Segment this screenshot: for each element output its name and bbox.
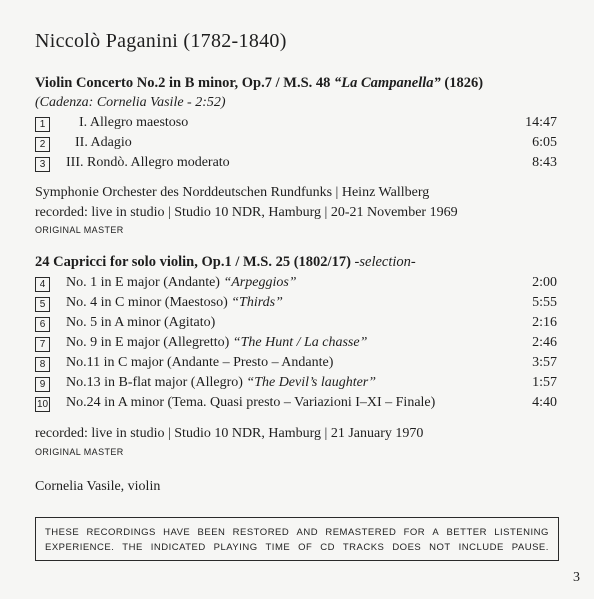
track-title-nickname: “The Devil’s laughter” [246, 375, 377, 390]
notice-word: THE [122, 542, 143, 553]
track-duration: 4:40 [532, 395, 557, 410]
track-title [66, 335, 367, 351]
track-row [35, 275, 557, 295]
track-title-text: No.11 in C major (Andante – Presto – Andante) [66, 355, 334, 370]
track-number: 8 [35, 357, 50, 372]
page-number: 3 [573, 570, 580, 585]
track-duration: 14:47 [525, 115, 557, 130]
track-number: 6 [35, 317, 50, 332]
notice-word: A [432, 527, 440, 538]
notice-word: EXPERIENCE. [45, 542, 115, 553]
track-number: 4 [35, 277, 50, 292]
track-number: 3 [35, 157, 50, 172]
track-title-nickname: “The Hunt / La chasse” [232, 335, 368, 350]
restoration-notice-box [35, 517, 559, 561]
notice-line-2 [45, 540, 549, 555]
notice-word: NOT [429, 542, 451, 553]
track-title [66, 355, 333, 371]
notice-word: THESE [45, 527, 80, 538]
track-title-text: No. 9 in E major (Allegretto) [66, 335, 233, 350]
track-number: 2 [35, 137, 50, 152]
track-title: III. Rondò. Allegro moderato [66, 155, 230, 170]
notice-word: REMASTERED [325, 527, 397, 538]
notice-word: DOES [392, 542, 422, 553]
track-row [35, 335, 557, 355]
track-title [66, 375, 376, 391]
track-title-text: No. 5 in A minor (Agitato) [66, 315, 216, 330]
track-row [35, 395, 557, 415]
notice-word: FOR [403, 527, 426, 538]
track-title [66, 275, 297, 291]
track-duration: 2:46 [532, 335, 557, 350]
work2-title-main: 24 Capricci for solo violin, Op.1 / M.S. 25 (1802/17) [35, 254, 355, 270]
track-row [35, 155, 557, 175]
work1-title-nickname: “La Campanella” [334, 75, 441, 91]
notice-word: PLAYING [213, 542, 258, 553]
notice-word: HAVE [163, 527, 191, 538]
notice-word: LISTENING [494, 527, 549, 538]
soloist-credit: Cornelia Vasile, violin [35, 479, 161, 494]
notice-word: TIME [265, 542, 291, 553]
work2-recorded: recorded: live in studio | Studio 10 NDR, Hamburg | 21 January 1970 [35, 426, 424, 441]
track-number: 7 [35, 337, 50, 352]
notice-word: INDICATED [150, 542, 206, 553]
work1-orchestra: Symphonie Orchester des Norddeutschen Rundfunks | Heinz Wallberg [35, 185, 430, 200]
notice-word: OF [298, 542, 313, 553]
track-duration: 6:05 [532, 135, 557, 150]
track-duration: 3:57 [532, 355, 557, 370]
track-duration: 8:43 [532, 155, 557, 170]
track-number: 9 [35, 377, 50, 392]
track-number: 1 [35, 117, 50, 132]
track-row [35, 355, 557, 375]
track-duration: 2:16 [532, 315, 557, 330]
notice-word: CD [320, 542, 335, 553]
notice-word: BEEN [197, 527, 226, 538]
work1-recorded: recorded: live in studio | Studio 10 NDR, Hamburg | 20-21 November 1969 [35, 205, 458, 220]
track-title: II. Adagio [75, 135, 132, 150]
work1-master-label: ORIGINAL MASTER [35, 225, 124, 235]
track-number: 10 [36, 399, 49, 410]
notice-word: RECORDINGS [86, 527, 156, 538]
track-title-text: No. 1 in E major (Andante) [66, 275, 224, 290]
track-title-nickname: “Thirds” [231, 295, 283, 310]
track-title-text: No.13 in B-flat major (Allegro) [66, 375, 247, 390]
notice-word: RESTORED [232, 527, 290, 538]
work1-title [35, 75, 483, 92]
track-title [66, 315, 215, 331]
notice-line-1 [45, 525, 549, 540]
notice-word: AND [296, 527, 319, 538]
work2-title [35, 254, 416, 271]
track-title-text: No.24 in A minor (Tema. Quasi presto – Variazioni I–XI – Finale) [66, 395, 436, 410]
track-title [66, 395, 435, 411]
track-duration: 2:00 [532, 275, 557, 290]
track-row [35, 135, 557, 155]
work1-cadenza: (Cadenza: Cornelia Vasile - 2:52) [35, 95, 226, 110]
track-title-text: No. 4 in C minor (Maestoso) [66, 295, 232, 310]
notice-word: BETTER [446, 527, 487, 538]
work1-title-main: Violin Concerto No.2 in B minor, Op.7 / M.S. 48 [35, 75, 335, 91]
notice-word: PAUSE. [511, 542, 549, 553]
track-row [35, 375, 557, 395]
work2-master-label: ORIGINAL MASTER [35, 447, 124, 457]
notice-word: INCLUDE [458, 542, 504, 553]
track-row [35, 315, 557, 335]
track-title: I. Allegro maestoso [79, 115, 189, 130]
composer-heading: Niccolò Paganini (1782-1840) [35, 30, 287, 52]
track-number: 5 [35, 297, 50, 312]
track-row [35, 295, 557, 315]
track-row [35, 115, 557, 135]
work2-title-selection: -selection- [354, 254, 416, 270]
track-title [66, 295, 283, 311]
work1-title-year: (1826) [440, 75, 484, 91]
track-duration: 1:57 [532, 375, 557, 390]
notice-word: TRACKS [342, 542, 385, 553]
track-duration: 5:55 [532, 295, 557, 310]
track-title-nickname: “Arpeggios” [223, 275, 297, 290]
